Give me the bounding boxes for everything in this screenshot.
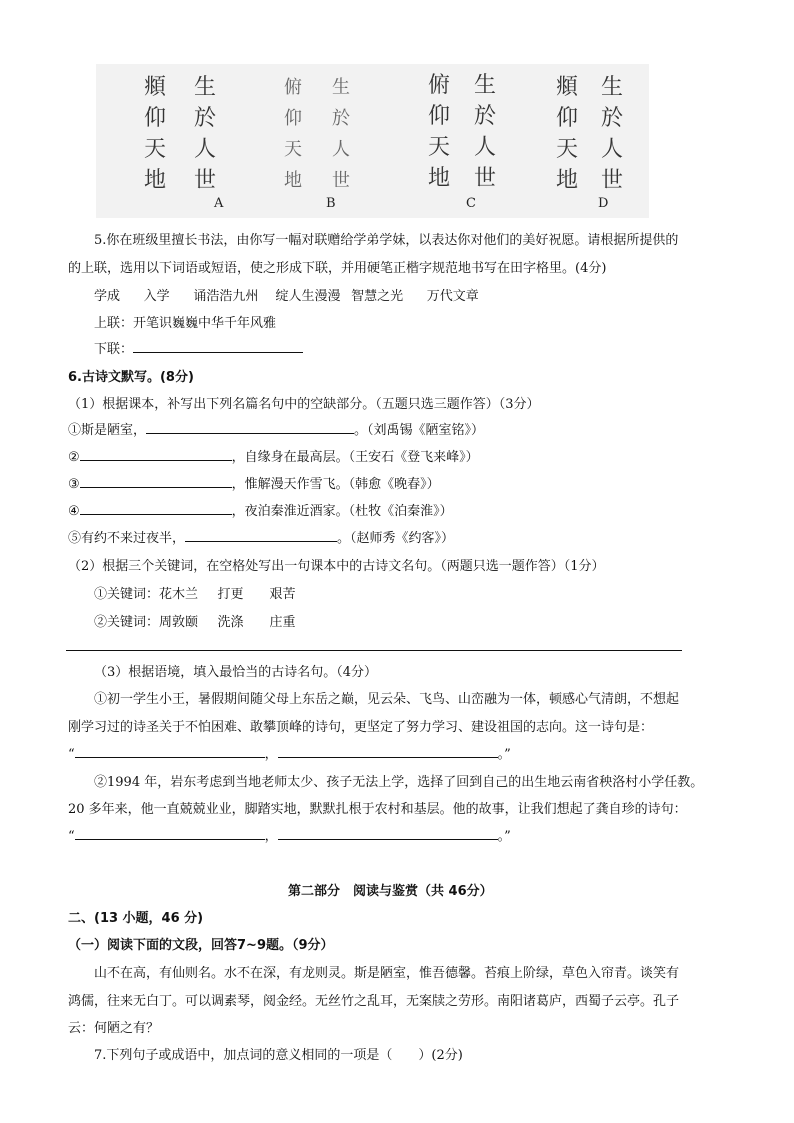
option-d-label: D [598, 196, 609, 211]
option-b-label: B [326, 196, 336, 211]
passage-line-3: 云：何陋之有？ [68, 1021, 160, 1036]
q7-stem: 7.下列句子或成语中，加点词的意义相同的一项是（ ）(2分) [94, 1048, 463, 1063]
lower-couplet [94, 338, 303, 357]
lower-label: 下联： [94, 342, 134, 357]
option-a-left: 頫 仰 天 地 [144, 75, 167, 193]
keyword: 艰苦 [269, 587, 296, 602]
option-a-label: A [214, 196, 224, 211]
option-b-left: 俯 仰 天 地 [284, 77, 302, 191]
passage-line-1: 山不在高，有仙则名。水不在深，有龙则灵。斯是陋室，惟吾德馨。苔痕上阶绿，草色入帘青。谈笑有 [94, 966, 680, 981]
option-c-left: 俯 仰 天 地 [428, 73, 451, 191]
part2-title: 第二部分 阅读与鉴赏（共 46分） [288, 884, 493, 899]
word: 智慧之光 [351, 289, 404, 304]
lower-couplet-blank[interactable] [133, 340, 303, 353]
item-text: 。（赵师秀《约客》） [337, 531, 455, 546]
comma: ， [264, 747, 278, 762]
upper-couplet: 上联：开笔识巍巍中华千年风雅 [94, 316, 277, 331]
option-b-right: 生 於 人 世 [332, 77, 350, 191]
recite-blank-5[interactable] [185, 529, 337, 542]
keyword-line-2 [94, 611, 296, 630]
quote-mark: 。” [497, 747, 511, 762]
recite-blank-4[interactable] [80, 502, 232, 515]
word: 绽人生漫漫 [275, 289, 341, 304]
item-text: ② [68, 450, 80, 465]
quote-mark: “ [68, 747, 75, 762]
quote-mark: “ [68, 829, 75, 844]
option-a-right: 生 於 人 世 [194, 75, 217, 193]
recite-item-1 [68, 419, 484, 438]
q5-line2: 的上联，选用以下词语或短语，使之形成下联，并用硬笔正楷字规范地书写在田字格里。(4分) [68, 261, 607, 276]
context2-line1: ②1994 年，岩东考虑到当地老师太少、孩子无法上学，选择了回到自己的出生地云南省秧洛村小学任教。 [94, 775, 704, 790]
subsection-title: （一）阅读下面的文段，回答7~9题。（9分） [68, 938, 334, 953]
context1-line2: 刚学习过的诗圣关于不怕困难、敢攀顶峰的诗句，更坚定了努力学习、建设祖国的志向。这一诗句是： [68, 720, 654, 735]
keyword-line-1 [94, 583, 296, 602]
recite-blank-3[interactable] [80, 475, 232, 488]
item-text: ④ [68, 504, 80, 519]
option-c-label: C [466, 196, 476, 211]
comma: ， [264, 829, 278, 844]
q6-title: 6.古诗文默写。(8分) [68, 370, 194, 385]
keyword-answer-line[interactable] [66, 650, 682, 651]
word: 万代文章 [426, 289, 479, 304]
context2-blank-1[interactable] [75, 827, 265, 840]
item-text: ⑤有约不来过夜半， [68, 531, 186, 546]
item-text: ①斯是陋室， [68, 423, 147, 438]
context1-blank-1[interactable] [75, 745, 265, 758]
keyword: 庄重 [269, 615, 296, 630]
q6-part3: （3）根据语境，填入最恰当的古诗名句。（4分） [94, 665, 378, 680]
word: 学成 [94, 289, 121, 304]
option-d-left: 頫 仰 天 地 [556, 75, 579, 193]
context1-line1: ①初一学生小王，暑假期间随父母上东岳之巅，见云朵、飞鸟、山峦融为一体，顿感心气清朗，不想起 [94, 692, 680, 707]
section-title: 二、(13 小题，46 分) [68, 911, 204, 926]
item-text: 。（刘禹锡《陋室铭》） [354, 423, 485, 438]
q5-line1: 5.你在班级里擅长书法，由你写一幅对联赠给学弟学妹，以表达你对他们的美好祝愿。请根据所提供的 [94, 233, 679, 248]
option-d-right: 生 於 人 世 [601, 75, 624, 193]
recite-blank-1[interactable] [146, 421, 354, 434]
word: 入学 [143, 289, 170, 304]
context2-answer [68, 825, 511, 844]
q5-words [94, 285, 479, 304]
recite-item-3 [68, 473, 440, 492]
item-text: ，惟解漫天作雪飞。（韩愈《晚春》） [231, 477, 440, 492]
keyword: 洗涤 [217, 615, 244, 630]
keyword: ①关键词：花木兰 [94, 587, 199, 602]
option-c-right: 生 於 人 世 [474, 73, 497, 191]
recite-item-4 [68, 500, 453, 519]
recite-item-5 [68, 527, 454, 546]
keyword: ②关键词：周敦颐 [94, 615, 199, 630]
context2-blank-2[interactable] [278, 827, 498, 840]
item-text: ，夜泊秦淮近酒家。（杜牧《泊秦淮》） [231, 504, 453, 519]
item-text: ③ [68, 477, 80, 492]
recite-blank-2[interactable] [80, 448, 232, 461]
calligraphy-image [96, 64, 649, 218]
passage-line-2: 鸿儒，往来无白丁。可以调素琴，阅金经。无丝竹之乱耳，无案牍之劳形。南阳诸葛庐，西蜀子云亭。孔子 [68, 994, 680, 1009]
context1-answer [68, 743, 511, 762]
recite-item-2 [68, 446, 479, 465]
item-text: ，自缘身在最高层。（王安石《登飞来峰》） [231, 450, 479, 465]
quote-mark: 。” [497, 829, 511, 844]
q6-part2: （2）根据三个关键词，在空格处写出一句课本中的古诗文名句。（两题只选一题作答）（1分） [68, 559, 605, 574]
q6-part1: （1）根据课本，补写出下列名篇名句中的空缺部分。（五题只选三题作答）（3分） [68, 397, 540, 412]
keyword: 打更 [217, 587, 244, 602]
word: 诵浩浩九州 [193, 289, 259, 304]
context2-line2: 20 多年来，他一直兢兢业业，脚踏实地，默默扎根于农村和基层。他的故事，让我们想起了龚自珍的诗句： [68, 802, 687, 817]
context1-blank-2[interactable] [278, 745, 498, 758]
